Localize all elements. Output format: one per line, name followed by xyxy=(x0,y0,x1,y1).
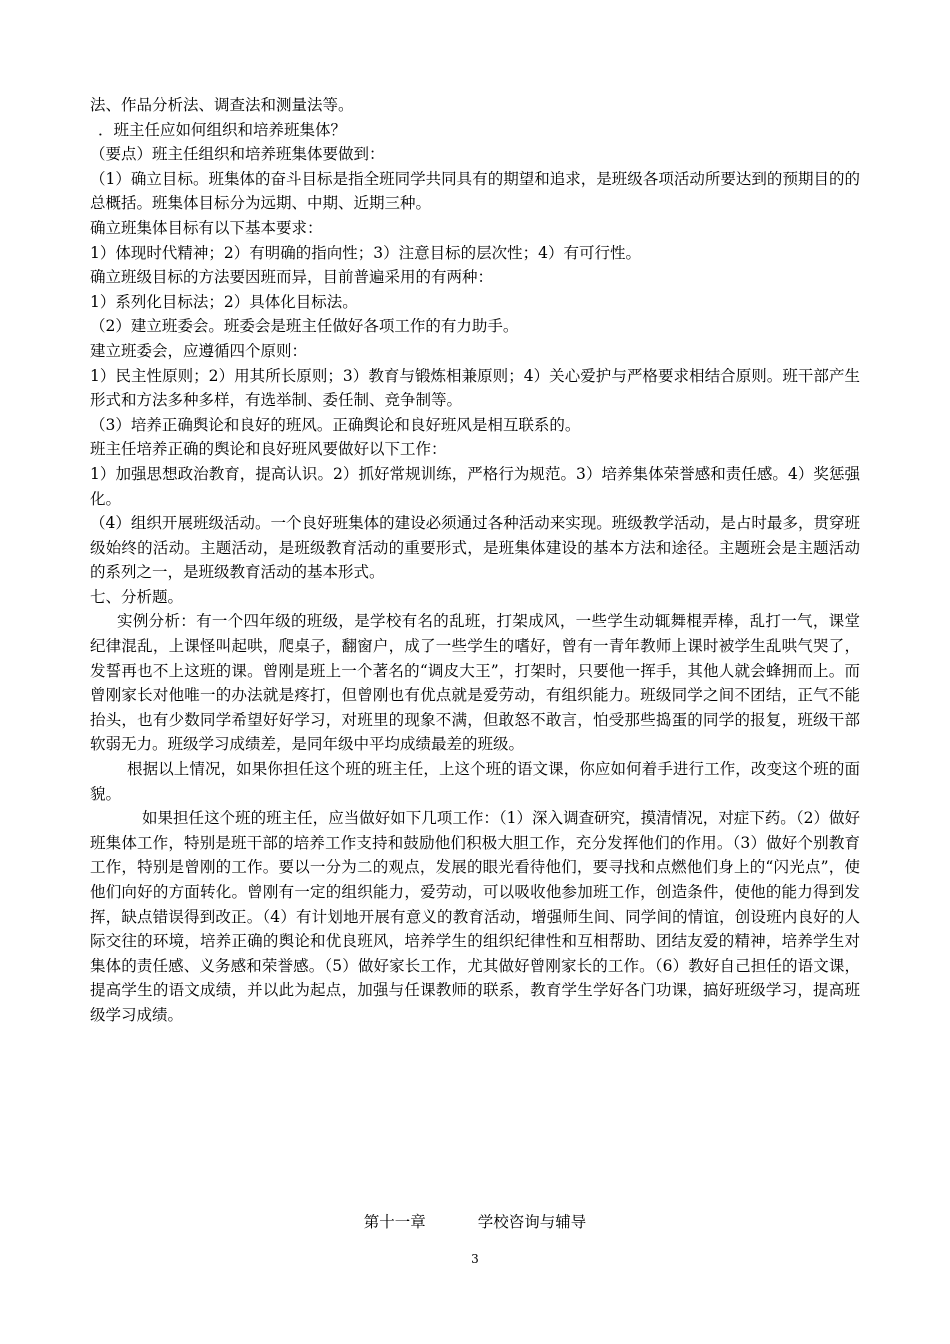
paragraph-goal-requirements: 1）体现时代精神；2）有明确的指向性；3）注意目标的层次性；4）有可行性。 xyxy=(90,243,641,262)
paragraph-goal-requirements-heading: 确立班集体目标有以下基本要求： xyxy=(90,218,323,237)
chapter-footer xyxy=(0,1212,950,1232)
paragraph-methods-tail: 法、作品分析法、调查法和测量法等。 xyxy=(90,96,354,114)
section-heading-analysis: 七、分析题。 xyxy=(90,587,184,606)
page-number: 3 xyxy=(471,1252,479,1266)
paragraph-committee-principles-heading: 建立班委会，应遵循四个原则： xyxy=(90,341,308,360)
document-body xyxy=(90,93,860,1028)
question-heading: ．班主任应如何组织和培养班集体？ xyxy=(98,120,347,139)
paragraph-set-goals: （1）确立目标。班集体的奋斗目标是指全班同学共同具有的期望和追求，是班级各项活动所要达到的预期目的的总概括。班集体目标分为远期、中期、近期三种。 xyxy=(90,169,860,213)
chapter-number: 第十一章 xyxy=(363,1213,426,1231)
answer-key-points: （要点）班主任组织和培养班集体要做到： xyxy=(90,145,385,164)
paragraph-case-question: 根据以上情况，如果你担任这个班的班主任，上这个班的语文课，你应如何着手进行工作，改变这个班的面貌。 xyxy=(90,760,860,803)
paragraph-class-spirit-work: 1）加强思想政治教育，提高认识。2）抓好常规训练，严格行为规范。3）培养集体荣誉感和责任感。4）奖惩强化。 xyxy=(90,464,860,508)
paragraph-case-study: 实例分析：有一个四年级的班级，是学校有名的乱班，打架成风，一些学生动辄舞棍弄棒，乱打一气，课堂纪律混乱，上课怪叫起哄，爬桌子，翻窗户，成了一些学生的嗜好，曾有一青年教师上课时被学生乱哄气哭了，发誓再也不上这班的课。曾刚是班上一个著名的“调皮大王”，打架时，只要他一挥手，其他人就会蜂拥而上。而曾刚家长对他唯一的办法就是疼打，但曾刚也有优点就是爱劳动，有组织能力。班级同学之间不团结，正气不能抬头，也有少数同学希望好好学习，对班里的现象不满，但敢怒不敢言，怕受那些捣蛋的同学的报复，班级干部软弱无力。班级学习成绩差，是同年级中平均成绩最差的班级。 xyxy=(90,612,860,754)
paragraph-goal-methods: 1）系列化目标法；2）具体化目标法。 xyxy=(90,292,358,311)
paragraph-committee-principles: 1）民主性原则；2）用其所长原则；3）教育与锻炼相兼原则；4）关心爱护与严格要求相结合原则。班干部产生形式和方法多种多样，有选举制、委任制、竞争制等。 xyxy=(90,366,860,410)
paragraph-class-spirit: （3）培养正确舆论和良好的班风。正确舆论和良好班风是相互联系的。 xyxy=(90,415,581,434)
paragraph-class-spirit-heading: 班主任培养正确的舆论和良好班风要做好以下工作： xyxy=(90,440,447,459)
paragraph-class-activities: （4）组织开展班级活动。一个良好班集体的建设必须通过各种活动来实现。班级教学活动，是占时最多，贯穿班级始终的活动。主题活动，是班级教育活动的重要形式，是班集体建设的基本方法和途径。主题班会是主题活动的系列之一，是班级教育活动的基本形式。 xyxy=(90,514,860,582)
paragraph-case-answer: 如果担任这个班的班主任，应当做好如下几项工作：（1）深入调查研究，摸清情况，对症下药。（2）做好班集体工作，特别是班干部的培养工作支持和鼓励他们积极大胆工作，充分发挥他们的作用。（3）做好个别教育工作，特别是曾刚的工作。要以一分为二的观点，发展的眼光看待他们，要寻找和点燃他们身上的“闪光点”，使他们向好的方面转化。曾刚有一定的组织能力，爱劳动，可以吸收他参加班工作，创造条件，使他的能力得到发挥，缺点错误得到改正。（4）有计划地开展有意义的教育活动，增强师生间、同学间的情谊，创设班内良好的人际交往的环境，培养正确的舆论和优良班风，培养学生的组织纪律性和互相帮助、团结友爱的精神，培养学生对集体的责任感、义务感和荣誉感。（5）做好家长工作，尤其做好曾刚家长的工作。（6）教好自己担任的语文课，提高学生的语文成绩，并以此为起点，加强与任课教师的联系，教育学生学好各门功课，搞好班级学习，提高班级学习成绩。 xyxy=(90,809,860,1024)
paragraph-goal-methods-heading: 确立班级目标的方法要因班而异，目前普遍采用的有两种： xyxy=(90,268,494,287)
paragraph-class-committee: （2）建立班委会。班委会是班主任做好各项工作的有力助手。 xyxy=(90,317,519,336)
chapter-title: 学校咨询与辅导 xyxy=(477,1213,587,1231)
